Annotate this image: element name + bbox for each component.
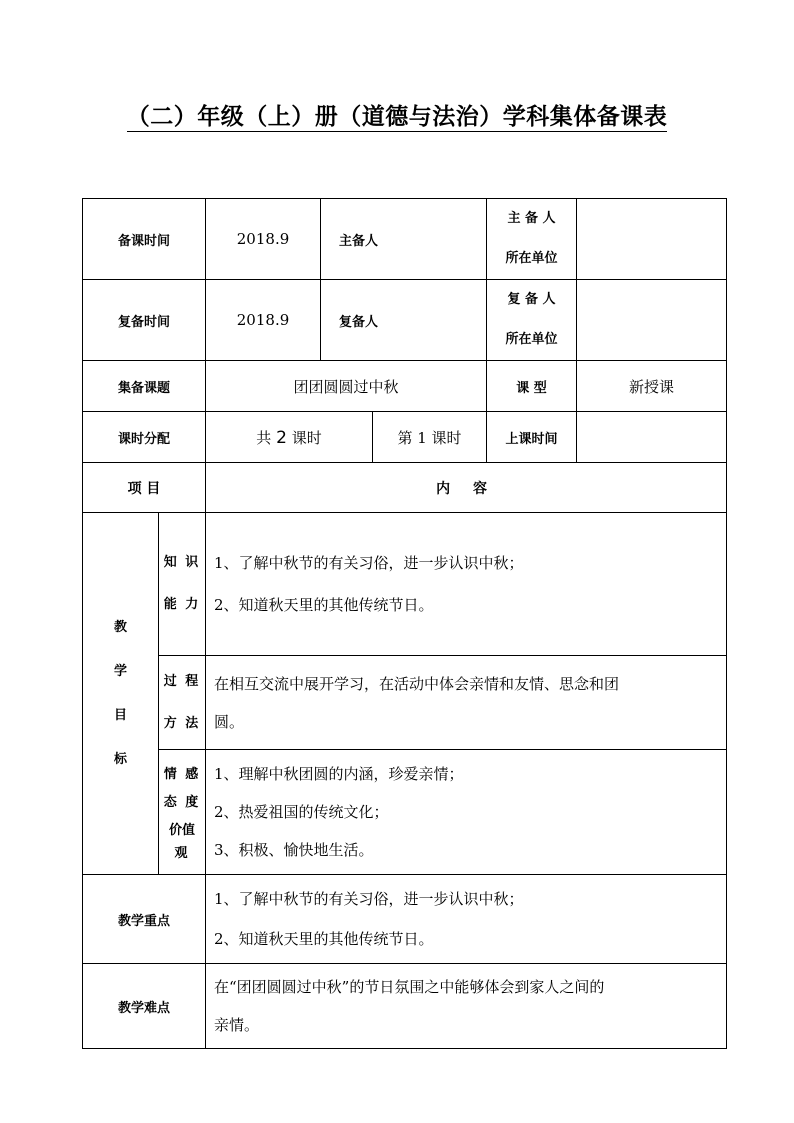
objectives-char-4: 标 [113, 751, 127, 767]
emotion-content [206, 750, 727, 875]
lesson-type-label: 课 型 [487, 361, 577, 412]
key-points-line-1: 1、了解中秋节的有关习俗，进一步认识中秋； [214, 890, 524, 908]
emotion-line-3: 3、积极、愉快地生活。 [214, 841, 374, 859]
emotion-label-line2: 态 度 [163, 795, 201, 810]
emotion-label-line4: 观 [174, 846, 190, 861]
lesson-type-value: 新授课 [577, 361, 727, 412]
page-title: （二）年级（上）册（道德与法治）学科集体备课表 [126, 104, 668, 130]
objectives-char-1: 教 [113, 619, 127, 635]
knowledge-line-2: 2、知道秋天里的其他传统节日。 [214, 596, 434, 614]
hours-total-num: 2 [276, 427, 287, 448]
knowledge-label-line2: 能 力 [163, 597, 201, 612]
class-time-label: 上课时间 [487, 412, 577, 463]
topic-value: 团团圆圆过中秋 [206, 361, 487, 412]
topic-row [83, 361, 727, 412]
objectives-group-label [83, 513, 159, 875]
class-time-value [577, 412, 727, 463]
process-line-2: 圆。 [214, 712, 245, 731]
key-points-label: 教学重点 [83, 875, 206, 964]
lead-unit-label-line1: 主 备 人 [507, 211, 556, 226]
objectives-char-3: 目 [113, 707, 127, 723]
hours-current: 第 1 课时 [373, 412, 487, 463]
review-unit-label-line2: 所在单位 [505, 332, 558, 347]
objective-emotion-row [83, 750, 727, 875]
difficult-points-line-2: 亲情。 [214, 1016, 260, 1034]
review-time-row [83, 280, 727, 361]
knowledge-label [159, 513, 206, 656]
emotion-label-line1: 情 感 [163, 767, 201, 782]
hours-total [206, 412, 373, 463]
objective-knowledge-row [83, 513, 727, 656]
knowledge-line-1: 1、了解中秋节的有关习俗，进一步认识中秋； [214, 554, 524, 572]
prep-time-row [83, 199, 727, 280]
review-time-value: 2018.9 [206, 280, 321, 361]
lead-preparer-label: 主备人 [321, 199, 487, 280]
hours-total-suffix: 课时 [291, 428, 322, 447]
key-points-line-2: 2、知道秋天里的其他传统节日。 [214, 930, 434, 948]
emotion-line-2: 2、热爱祖国的传统文化； [214, 803, 389, 821]
difficult-points-content [206, 964, 727, 1049]
hours-label: 课时分配 [83, 412, 206, 463]
review-unit-label-line1: 复 备 人 [507, 292, 556, 307]
emotion-label [159, 750, 206, 875]
objectives-char-2: 学 [113, 663, 127, 679]
difficult-points-label: 教学难点 [83, 964, 206, 1049]
hours-row [83, 412, 727, 463]
hours-total-prefix: 共 [256, 428, 272, 447]
process-line-1: 在相互交流中展开学习，在活动中体会亲情和友情、思念和团 [214, 674, 620, 693]
review-unit-label [487, 280, 577, 361]
difficult-points-row [83, 964, 727, 1049]
key-points-row [83, 875, 727, 964]
topic-label: 集备课题 [83, 361, 206, 412]
prep-time-label: 备课时间 [83, 199, 206, 280]
item-header: 项 目 [83, 463, 206, 513]
key-points-content [206, 875, 727, 964]
knowledge-label-line1: 知 识 [163, 555, 201, 570]
reviewer-label: 复备人 [321, 280, 487, 361]
knowledge-content [206, 513, 727, 656]
process-content [206, 656, 727, 750]
content-header: 内 容 [206, 463, 727, 513]
lead-unit-label [487, 199, 577, 280]
review-time-label: 复备时间 [83, 280, 206, 361]
emotion-label-line3: 价值 [169, 823, 196, 838]
lesson-plan-table [82, 198, 727, 1049]
difficult-points-line-1: 在“团团圆圆过中秋”的节日氛围之中能够体会到家人之间的 [214, 978, 605, 996]
objective-process-row [83, 656, 727, 750]
lead-unit-label-line2: 所在单位 [505, 251, 558, 266]
prep-time-value: 2018.9 [206, 199, 321, 280]
header-row [83, 463, 727, 513]
emotion-line-1: 1、理解中秋团圆的内涵，珍爱亲情； [214, 765, 464, 783]
process-label-line1: 过 程 [163, 673, 201, 689]
lead-unit-value [577, 199, 727, 280]
process-label [159, 656, 206, 750]
process-label-line2: 方 法 [163, 715, 201, 731]
review-unit-value [577, 280, 727, 361]
